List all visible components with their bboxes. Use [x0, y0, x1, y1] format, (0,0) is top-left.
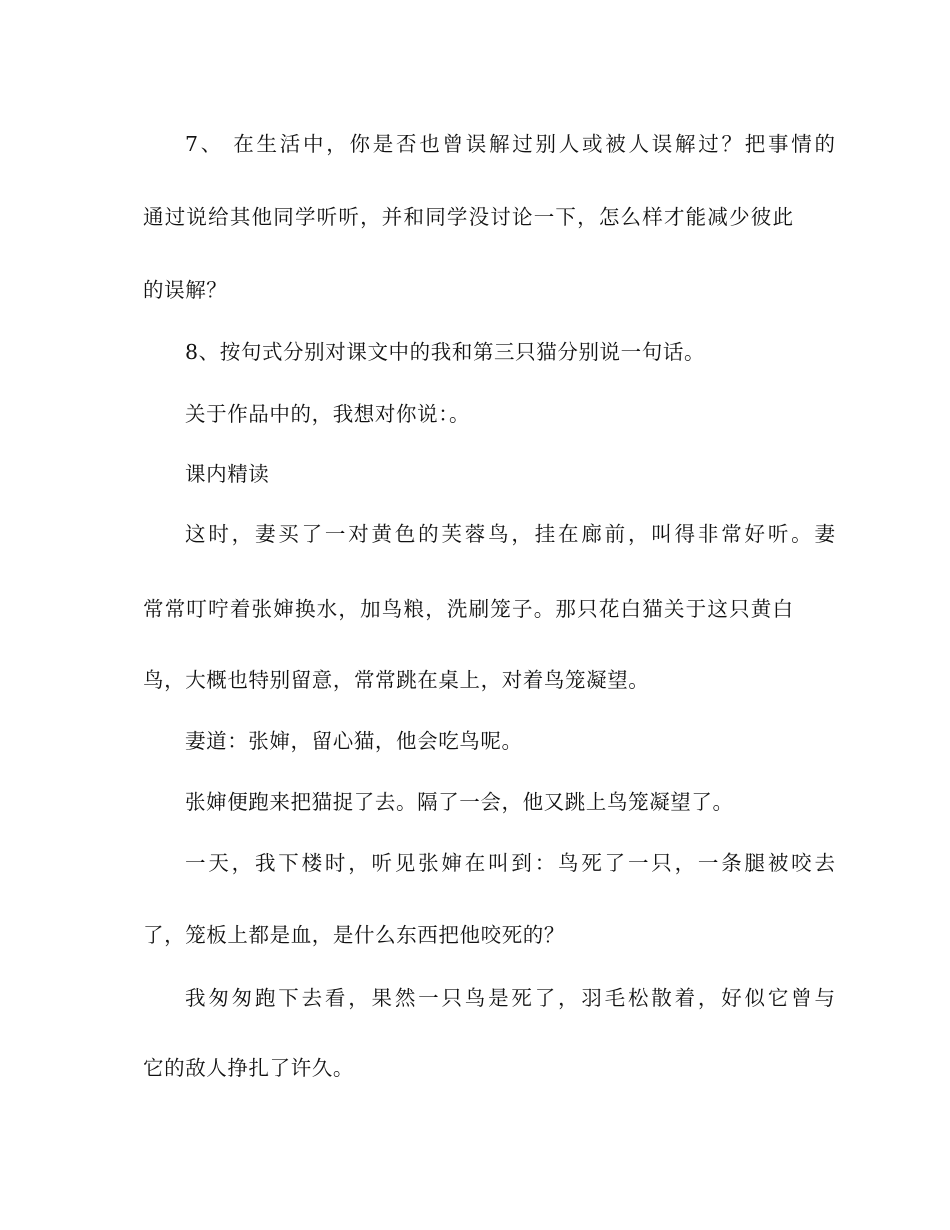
passage-paragraph-4-line-2: 了，笼板上都是血，是什么东西把他咬死的？: [143, 923, 565, 947]
passage-paragraph-1-line-1: 这时，妻买了一对黄色的芙蓉鸟，挂在廊前，叫得非常好听。妻: [185, 522, 835, 546]
question-7-line-2: 通过说给其他同学听听，并和同学没讨论一下，怎么样才能减少彼此: [143, 205, 793, 229]
passage-paragraph-5-line-1: 我匆匆跑下去看，果然一只鸟是死了，羽毛松散着，好似它曾与: [185, 986, 835, 1010]
question-7-line-3: 的误解？: [143, 278, 228, 302]
passage-paragraph-1-line-3: 鸟，大概也特别留意，常常跳在桌上，对着鸟笼凝望。: [143, 668, 650, 692]
question-7-line-1: 7、 在生活中，你是否也曾误解过别人或被人误解过？把事情的: [185, 132, 835, 156]
section-heading: 课内精读: [185, 462, 270, 486]
passage-paragraph-2: 妻道：张婶，留心猫，他会吃鸟呢。: [185, 729, 523, 753]
sentence-pattern-line: 关于作品中的，我想对你说：。: [185, 402, 471, 426]
question-8-line: 8、按句式分别对课文中的我和第三只猫分别说一句话。: [185, 340, 706, 364]
passage-paragraph-5-line-2: 它的敌人挣扎了许久。: [143, 1056, 354, 1080]
passage-paragraph-3: 张婶便跑来把猫捉了去。隔了一会，他又跳上鸟笼凝望了。: [185, 790, 734, 814]
passage-paragraph-1-line-2: 常常叮咛着张婶换水，加鸟粮，洗刷笼子。那只花白猫关于这只黄白: [143, 597, 793, 621]
passage-paragraph-4-line-1: 一天，我下楼时，听见张婶在叫到：鸟死了一只，一条腿被咬去: [185, 851, 835, 875]
